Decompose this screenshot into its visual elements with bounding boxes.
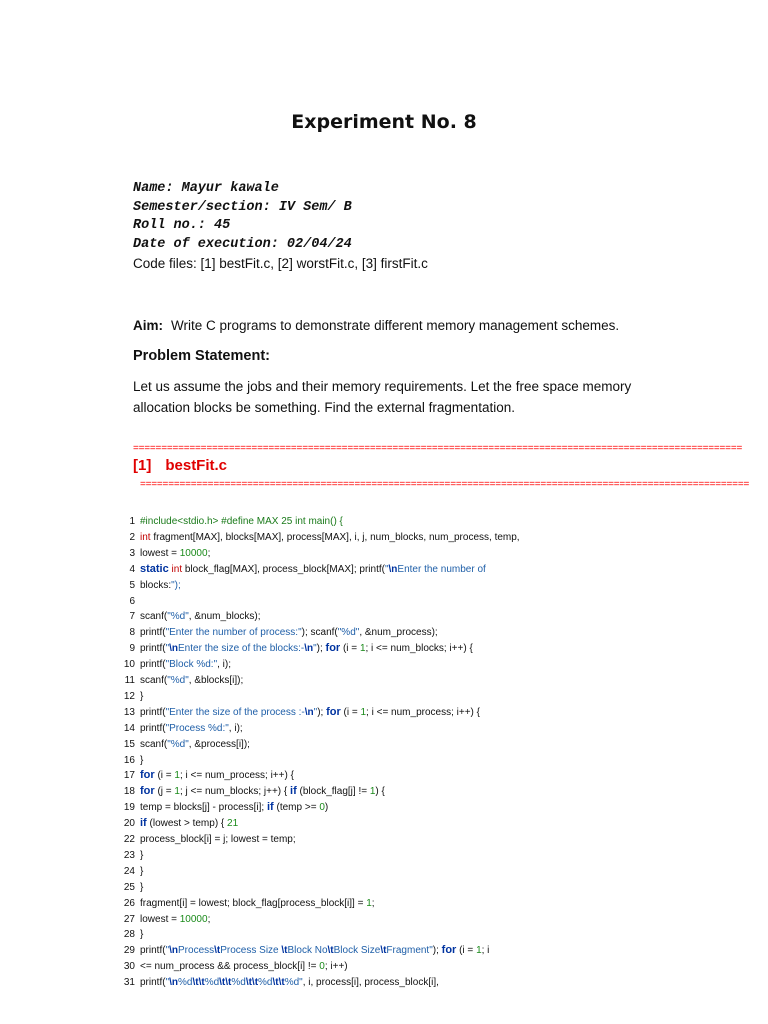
line-number: 5: [129, 579, 135, 591]
code-line: [0, 641, 768, 657]
line-number: 15: [123, 738, 135, 750]
code-text: printf("Block %d:", i);: [140, 659, 232, 671]
code-text: }: [140, 849, 144, 861]
code-text: scanf("%d", &process[i]);: [140, 738, 250, 750]
line-number: 26: [123, 897, 135, 909]
line-number: 24: [123, 865, 135, 877]
code-text: printf("Enter the number of process:"); scanf("%d", &num_process);: [140, 627, 438, 639]
line-number: 4: [129, 563, 135, 575]
line-number: 29: [123, 945, 135, 957]
code-text: <= num_process && process_block[i] != 0; i++): [140, 961, 348, 973]
line-number: 16: [123, 754, 135, 766]
code-text: scanf("%d", &blocks[i]);: [140, 675, 244, 686]
line-number: 30: [123, 961, 135, 973]
section-filename: bestFit.c: [165, 457, 228, 474]
roll-number: Roll no.: 45: [133, 218, 231, 233]
code-line: [0, 705, 768, 721]
code-text: for (j = 1; j <= num_blocks; j++) { if (block_flag[j] != 1) {: [140, 785, 385, 798]
code-line: [0, 594, 768, 610]
line-number: 31: [123, 977, 135, 989]
code-line: [0, 530, 768, 546]
line-number: 22: [123, 834, 135, 845]
code-text: }: [140, 881, 144, 893]
line-number: 9: [129, 643, 135, 655]
line-number: 13: [123, 706, 135, 718]
line-number: 10: [123, 659, 135, 671]
aim: [133, 318, 619, 333]
code-line: [0, 927, 768, 943]
code-text: fragment[i] = lowest; block_flag[process_block[i]] = 1;: [140, 897, 375, 909]
line-number: 11: [124, 675, 135, 686]
code-line: [0, 832, 768, 848]
line-number: 18: [123, 786, 135, 798]
code-line: [0, 721, 768, 737]
code-text: scanf("%d", &num_blocks);: [140, 611, 261, 623]
line-number: 25: [123, 881, 135, 893]
code-text: process_block[i] = j; lowest = temp;: [140, 834, 296, 845]
code-text: lowest = 10000;: [140, 913, 211, 925]
code-line: [0, 546, 768, 562]
problem-text-line-1: Let us assume the jobs and their memory requirements. Let the free space memory: [133, 379, 632, 394]
aim-label: Aim:: [133, 318, 163, 333]
code-text: static int block_flag[MAX], process_block[MAX]; printf("\nEnter the number of: [140, 562, 486, 575]
section-separator-bottom: ============================================================================================================: [140, 479, 750, 490]
code-line: [0, 673, 768, 689]
code-line: [0, 784, 768, 800]
code-text: printf("\nEnter the size of the blocks:-\n"); for (i = 1; i <= num_blocks; i++) {: [140, 642, 473, 655]
code-text: printf("Process %d:", i);: [140, 722, 243, 734]
line-number: 3: [129, 547, 135, 559]
line-number: 17: [123, 770, 135, 782]
line-number: 8: [129, 627, 135, 639]
line-number: 14: [123, 722, 135, 734]
code-line: [0, 768, 768, 784]
line-number: 7: [129, 611, 135, 623]
code-text: blocks:");: [140, 579, 181, 591]
code-line: [0, 880, 768, 896]
code-line: [0, 753, 768, 769]
code-line: [0, 848, 768, 864]
code-text: lowest = 10000;: [140, 547, 211, 559]
code-line: [0, 609, 768, 625]
problem-text-line-2: allocation blocks be something. Find the external fragmentation.: [133, 400, 515, 415]
page-title: Experiment No. 8: [291, 111, 477, 133]
code-line: [0, 912, 768, 928]
line-number: 12: [123, 690, 135, 702]
code-text: }: [140, 865, 144, 877]
line-number: 27: [123, 913, 135, 925]
section-separator-top: ============================================================================================================: [133, 443, 743, 454]
code-text: temp = blocks[j] - process[i]; if (temp >= 0): [140, 801, 329, 814]
code-line: [0, 864, 768, 880]
line-number: 20: [123, 818, 135, 830]
code-files: Code files: [1] bestFit.c, [2] worstFit.c, [3] firstFit.c: [133, 256, 428, 271]
code-line: [0, 657, 768, 673]
code-line: [0, 514, 768, 530]
line-number: 19: [123, 802, 135, 814]
code-line: [0, 800, 768, 816]
code-text: printf("\nProcess\tProcess Size \tBlock No\tBlock Size\tFragment"); for (i = 1; i: [140, 944, 490, 957]
code-text: }: [140, 690, 144, 702]
code-text: printf("\n%d\t\t%d\t\t%d\t\t%d\t\t%d", i, process[i], process_block[i],: [140, 977, 439, 989]
code-line: [0, 737, 768, 753]
code-text: #include<stdio.h> #define MAX 25 int main() {: [140, 516, 343, 527]
date-of-execution: Date of execution: 02/04/24: [133, 237, 352, 252]
semester-section: Semester/section: IV Sem/ B: [133, 200, 352, 215]
code-text: }: [140, 929, 144, 941]
section-number: [1]: [133, 457, 152, 474]
section-heading: [133, 457, 227, 474]
code-text: if (lowest > temp) { 21: [140, 817, 239, 830]
line-number: 28: [123, 929, 135, 941]
code-line: [0, 578, 768, 594]
code-text: int fragment[MAX], blocks[MAX], process[MAX], i, j, num_blocks, num_process, temp,: [140, 531, 520, 543]
problem-statement-heading: Problem Statement:: [133, 348, 270, 364]
code-line: [0, 562, 768, 578]
code-text: printf("Enter the size of the process :-\n"); for (i = 1; i <= num_process; i++) {: [140, 705, 480, 718]
student-name: Name: Mayur kawale: [133, 181, 279, 196]
code-line: [0, 943, 768, 959]
line-number: 23: [123, 849, 135, 861]
code-line: [0, 896, 768, 912]
code-line: [0, 689, 768, 705]
code-line: [0, 975, 768, 991]
code-line: [0, 625, 768, 641]
line-number: 1: [129, 516, 135, 527]
line-number: 6: [129, 595, 135, 607]
code-text: }: [140, 754, 144, 766]
aim-text: Write C programs to demonstrate different memory management schemes.: [171, 318, 620, 333]
code-line: [0, 959, 768, 975]
code-text: for (i = 1; i <= num_process; i++) {: [140, 769, 294, 782]
code-line: [0, 816, 768, 832]
line-number: 2: [129, 531, 135, 543]
